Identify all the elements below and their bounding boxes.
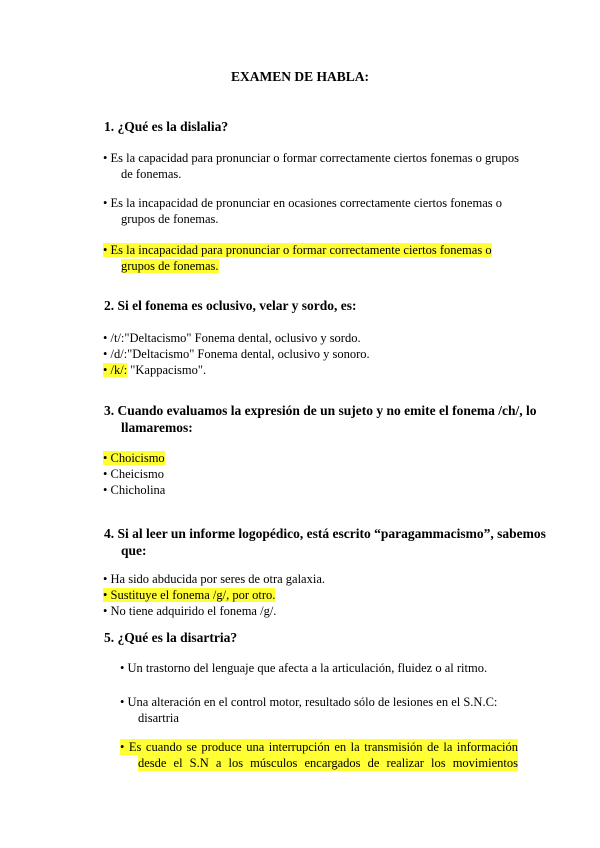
- q1-option-c-correct: [103, 242, 492, 274]
- q5-option-c-correct: [120, 739, 518, 771]
- question-4: [104, 525, 546, 559]
- question-3-line1: 3. Cuando evaluamos la expresión de un sujeto y no emite el fonema /ch/, lo: [104, 403, 537, 418]
- q1-option-a-line1: • Es la capacidad para pronunciar o formar correctamente ciertos fonemas o grupos: [103, 151, 519, 165]
- question-4-line1: 4. Si al leer un informe logopédico, está escrito “paragammacismo”, sabemos: [104, 526, 546, 541]
- q1-option-b-line1: • Es la incapacidad de pronunciar en ocasiones correctamente ciertos fonemas o: [103, 196, 502, 210]
- q2-option-c-correct: [103, 362, 206, 378]
- q1-option-b: [103, 195, 502, 227]
- q3-option-b: • Cheicismo: [103, 467, 164, 481]
- q2-option-c-rest: "Kappacismo".: [127, 363, 207, 377]
- question-3-line2: llamaremos:: [121, 420, 193, 435]
- question-5: 5. ¿Qué es la disartria?: [104, 630, 238, 645]
- q5-option-c-line1: • Es cuando se produce una interrupción en la transmisión de la información: [120, 740, 518, 754]
- q2-option-c-highlight: • /k/:: [103, 363, 128, 377]
- q2-option-a: • /t/:"Deltacismo" Fonema dental, oclusivo y sordo.: [103, 331, 361, 345]
- q3-option-a-text: • Choicismo: [103, 451, 165, 465]
- q5-option-b-line1: • Una alteración en el control motor, resultado sólo de lesiones en el S.N.C:: [120, 695, 498, 709]
- question-1: 1. ¿Qué es la dislalia?: [104, 119, 229, 134]
- q5-option-b: [120, 694, 497, 726]
- question-3: [104, 402, 537, 436]
- q1-option-b-line2: grupos de fonemas.: [121, 212, 219, 226]
- q5-option-c-line2: desde el S.N a los músculos encargados de realizar los movimientos: [138, 756, 518, 770]
- q3-option-c: • Chicholina: [103, 483, 166, 497]
- q2-option-b: • /d/:"Deltacismo" Fonema dental, oclusivo y sonoro.: [103, 347, 370, 361]
- q4-option-c: • No tiene adquirido el fonema /g/.: [103, 604, 277, 618]
- q4-option-b-text: • Sustituye el fonema /g/, por otro.: [103, 588, 276, 602]
- q1-option-a-line2: de fonemas.: [121, 167, 182, 181]
- q3-option-a-correct: [103, 450, 165, 466]
- q4-option-b-correct: [103, 587, 275, 603]
- q5-option-b-line2: disartria: [138, 711, 179, 725]
- question-4-line2: que:: [121, 543, 147, 558]
- q4-option-a: • Ha sido abducida por seres de otra galaxia.: [103, 572, 326, 586]
- q5-option-a: • Un trastorno del lenguaje que afecta a la articulación, fluidez o al ritmo.: [120, 661, 488, 675]
- page-title: EXAMEN DE HABLA:: [230, 69, 369, 84]
- question-2: 2. Si el fonema es oclusivo, velar y sordo, es:: [104, 298, 357, 313]
- q1-option-c-line2: grupos de fonemas.: [121, 259, 219, 273]
- q1-option-c-line1: • Es la incapacidad para pronunciar o formar correctamente ciertos fonemas o: [103, 243, 492, 257]
- q1-option-a: [103, 150, 519, 182]
